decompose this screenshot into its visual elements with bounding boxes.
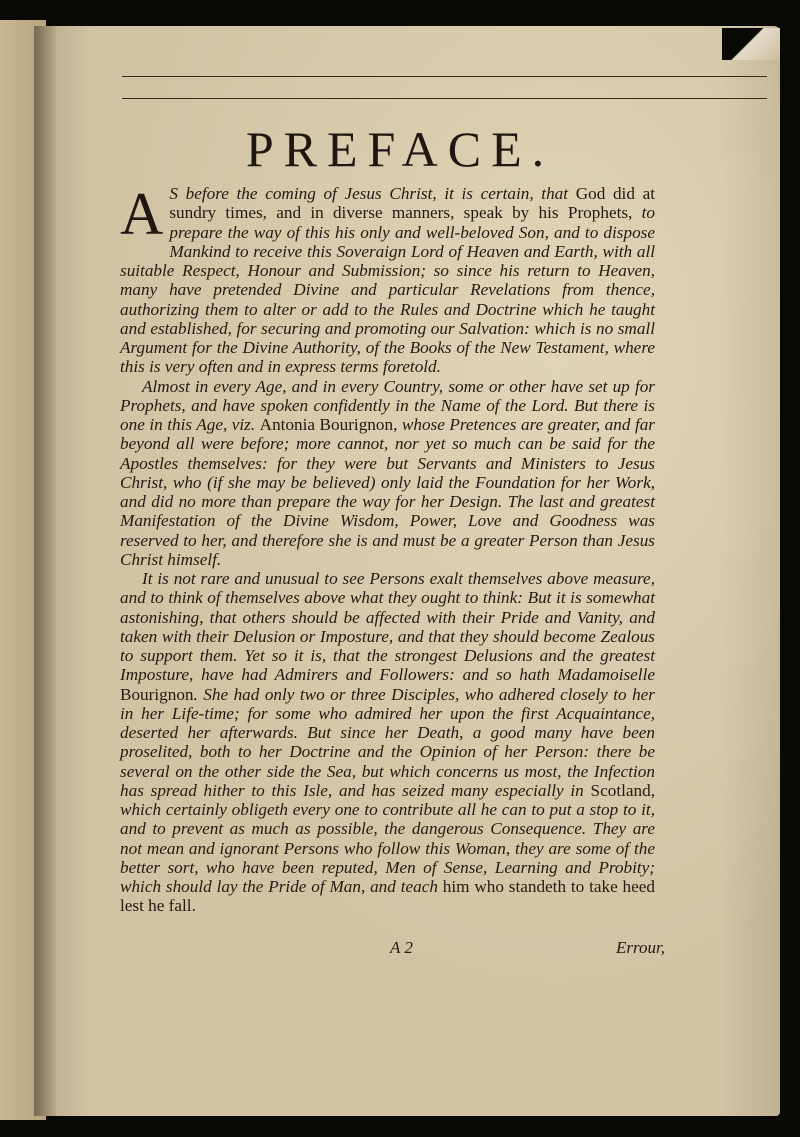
italic-text-run: to prepare the way of this his only and well-beloved Son, and to dispose Mankind to receive this Soveraign Lord of Heaven and Earth, with all suitable Respect, Honour and Submission; so since his return to Heaven, many have pretended Divine and particular Revelations from thence, authorizing them to alter or add to the Rules and Doctrine which he taught and established, for securing and promoting our Salvation: which is no small Argument for the Divine Authority, of the Books of the New Testament, where this is very often and in express terms foretold.	[120, 203, 655, 377]
italic-text-run: S before the coming of Jesus Christ, it is certain, that	[169, 184, 576, 203]
italic-text-run: , whose Pretences are greater, and far beyond all were before; more cannot, nor yet so much can be said for the Apostles themselves: for they were but Servants and Ministers to Jesus Christ, who (if she may be believed) only laid the Foundation for her Work, and did no more than prepare the way for her Design. The last and greatest Manifestation of the Divine Wisdom, Power, Love and Goodness was reserved to her, and therefore she is and must be a greater Person than Jesus Christ himself.	[120, 415, 655, 569]
signature-mark: A 2	[390, 938, 413, 957]
header-rule-bottom	[122, 98, 767, 99]
binding-gutter-shadow	[34, 26, 56, 1116]
italic-text-run: . She had only two or three Disciples, who adhered closely to her in her Life-time; for some who admired her upon the first Acquaintance, deserted her afterwards. But since her Death, a good many have been proselited, both to her Doctrine and the Opinion of her Person: there be several on the other side the Sea, but which concerns us most, the Infection has spread hither to this Isle, and has seized many especially in	[120, 684, 655, 800]
roman-text-run: God did at sundry times, and in diverse manners, speak by his Prophets,	[169, 184, 655, 223]
roman-text-run: Bourignon	[120, 684, 194, 704]
italic-text-run: , which certainly obligeth every one to contribute all he can to put a stop to it, and to prevent as much as possible, the dangerous Consequence. They are not mean and ignorant Persons who follow this Woman, they are some of the better sort, who have been reputed, Men of Sense, Learning and Probity; which should lay the Pride of Man, and teach	[120, 780, 655, 896]
paragraph-2-text	[120, 377, 655, 569]
paragraph-1-text	[120, 181, 655, 377]
paragraph-1	[120, 181, 655, 377]
roman-text-run: him who standeth to take heed lest he fall.	[120, 877, 655, 916]
paragraph-2	[120, 377, 655, 570]
roman-text-run: Antonia Bourignon	[259, 415, 394, 434]
paragraph-3-text	[120, 569, 655, 915]
header-rule-top	[122, 76, 767, 77]
paragraph-3	[120, 569, 655, 916]
italic-text-run: Almost in every Age, and in every Country, some or other have set up for Prophets, and have spoken confidently in the Name of the Lord. But there is one in this Age, viz.	[120, 376, 655, 434]
catchword: Errour,	[616, 938, 665, 957]
drop-cap: A	[120, 181, 164, 247]
roman-text-run: Scotland	[590, 780, 651, 800]
folded-corner	[722, 28, 780, 60]
page-title: PREFACE.	[245, 121, 555, 177]
page-footer	[120, 938, 665, 962]
preface-body	[120, 181, 655, 916]
italic-text-run: It is not rare and unusual to see Persons exalt themselves above measure, and to think of themselves above what they ought to think: But it is somewhat astonishing, that others should be affected with their Pride and Vanity, and taken with their Delusion or Imposture, and that they should become Zealous to support them. Yet so it is, that the strongest Delusions and the greatest Imposture, have had Admirers and Followers: and so hath Madamoiselle	[120, 569, 655, 685]
